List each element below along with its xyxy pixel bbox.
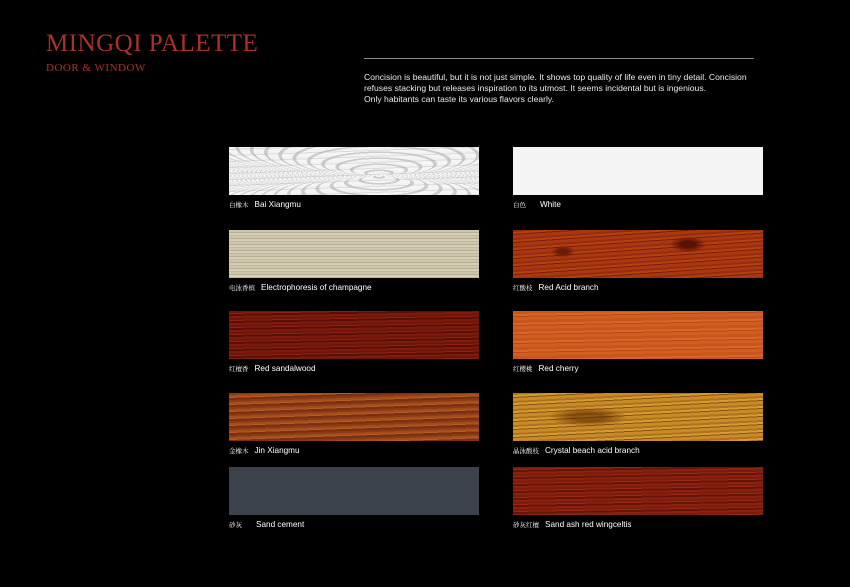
caption-jin-xiangmu — [229, 446, 300, 457]
caption-zh: 砂灰红檀 — [513, 522, 539, 529]
caption-zh: 晶泳酸枝 — [513, 448, 539, 455]
caption-sand-cement — [229, 520, 304, 531]
brand-subtitle: DOOR & WINDOW — [46, 62, 146, 74]
description-paragraph-2: Only habitants can taste its various flavors clearly. — [364, 94, 554, 104]
caption-red-acid-branch — [513, 283, 599, 294]
header-divider — [364, 58, 754, 59]
swatch-jin-xiangmu — [229, 393, 479, 441]
caption-en: Red cherry — [538, 364, 579, 373]
caption-en: Crystal beach acid branch — [545, 446, 640, 455]
caption-zh: 白橡木 — [229, 202, 249, 209]
swatch-electrophoresis-champagne — [229, 230, 479, 278]
caption-en: Jin Xiangmu — [254, 446, 300, 455]
swatch-red-sandalwood — [229, 311, 479, 359]
caption-red-sandalwood — [229, 364, 316, 375]
swatch-bai-xiangmu — [229, 147, 479, 195]
caption-zh: 红酸枝 — [513, 285, 533, 292]
caption-electrophoresis-champagne — [229, 283, 372, 294]
caption-en: Bai Xiangmu — [254, 200, 301, 209]
caption-en: Sand cement — [256, 520, 305, 529]
caption-zh: 红樱桃 — [513, 366, 533, 373]
caption-en: Electrophoresis of champagne — [261, 283, 372, 292]
brand-title: MINGQI PALETTE — [46, 30, 259, 57]
swatch-red-acid-branch — [513, 230, 763, 278]
caption-en: Red Acid branch — [538, 283, 599, 292]
caption-zh: 电泳香槟 — [229, 285, 255, 292]
caption-zh: 红檀香 — [229, 366, 249, 373]
swatch-crystal-beach-acid-branch — [513, 393, 763, 441]
caption-zh: 白色 — [513, 202, 526, 209]
caption-crystal-beach-acid-branch — [513, 446, 640, 457]
caption-red-cherry — [513, 364, 579, 375]
caption-white — [513, 200, 561, 211]
caption-sand-ash-red-wingceltis — [513, 520, 631, 531]
caption-zh: 金橡木 — [229, 448, 249, 455]
caption-en: Sand ash red wingceltis — [545, 520, 632, 529]
caption-zh: 砂灰 — [229, 522, 242, 529]
swatch-white — [513, 147, 763, 195]
caption-en: White — [540, 200, 561, 209]
swatch-red-cherry — [513, 311, 763, 359]
description — [364, 72, 764, 105]
caption-en: Red sandalwood — [254, 364, 316, 373]
swatch-sand-cement — [229, 467, 479, 515]
caption-bai-xiangmu — [229, 200, 301, 211]
swatch-sand-ash-red-wingceltis — [513, 467, 763, 515]
description-paragraph-1: Concision is beautiful, but it is not just simple. It shows top quality of life even in tiny detail. Concision refuses stacking but releases inspiration to its utmost. It seems incidental but is ingenious. — [364, 72, 747, 93]
